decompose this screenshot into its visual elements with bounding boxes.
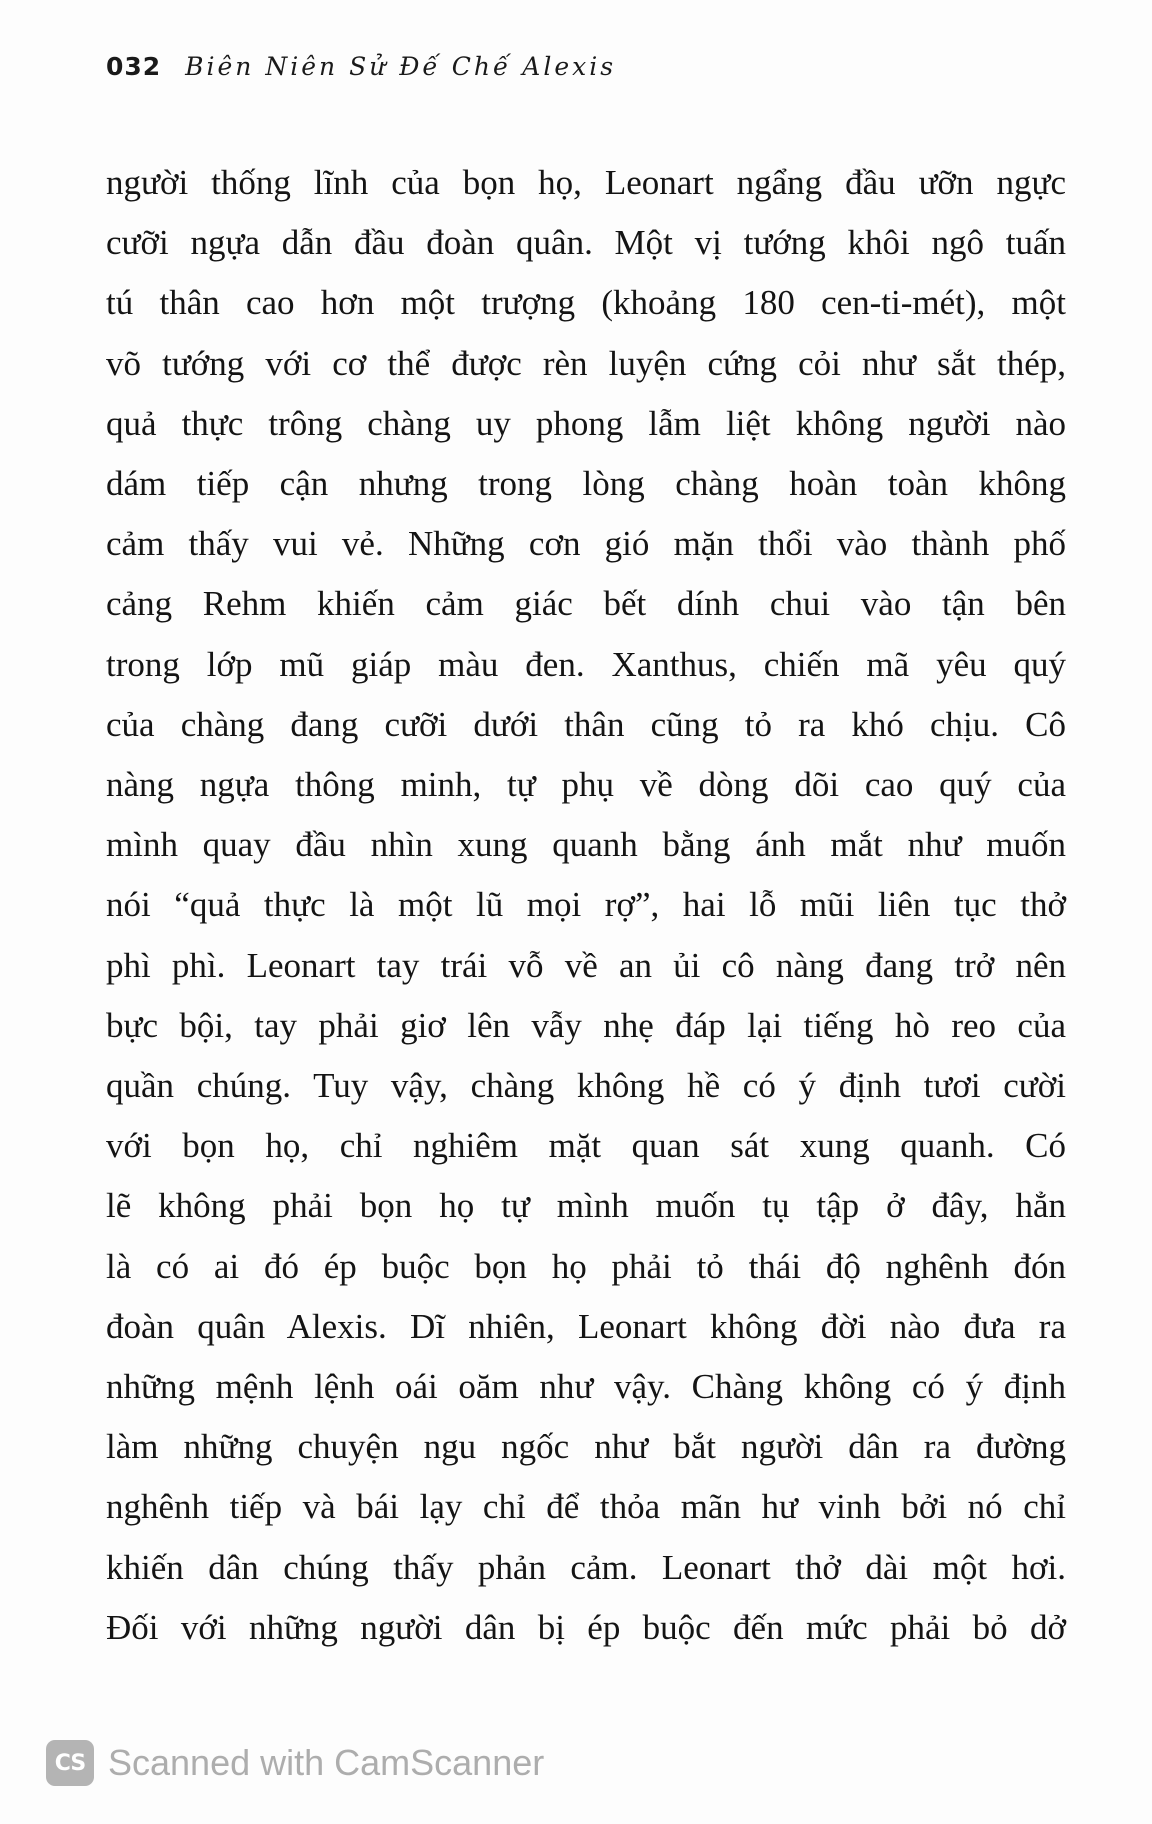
text-line: nói “quả thực là một lũ mọi rợ”, hai lỗ mũi liên tục thở [106, 885, 1066, 925]
text-line: Đối với những người dân bị ép buộc đến mức phải bỏ dở [106, 1607, 1066, 1647]
camscanner-logo-text: CS [54, 1750, 86, 1776]
text-line: đoàn quân Alexis. Dĩ nhiên, Leonart không đời nào đưa ra [106, 1306, 1066, 1346]
text-line: của chàng đang cưỡi dưới thân cũng tỏ ra khó chịu. Cô [106, 704, 1066, 744]
book-title: Biên Niên Sử Đế Chế Alexis [185, 52, 617, 81]
text-line: với bọn họ, chỉ nghiêm mặt quan sát xung quanh. Có [106, 1126, 1066, 1166]
text-line: những mệnh lệnh oái oăm như vậy. Chàng không có ý định [106, 1367, 1066, 1407]
text-line: lẽ không phải bọn họ tự mình muốn tụ tập ở đây, hẳn [106, 1186, 1066, 1226]
text-line: võ tướng với cơ thể được rèn luyện cứng cỏi như sắt thép, [106, 343, 1066, 383]
text-line: người thống lĩnh của bọn họ, Leonart ngẩng đầu ưỡn ngực [106, 163, 1066, 202]
text-line: làm những chuyện ngu ngốc như bắt người dân ra đường [106, 1427, 1066, 1467]
text-line: bực bội, tay phải giơ lên vẫy nhẹ đáp lại tiếng hò reo của [106, 1005, 1066, 1045]
body-paragraph [106, 153, 1066, 1658]
text-line: nàng ngựa thông minh, tự phụ về dòng dõi cao quý của [106, 765, 1066, 805]
camscanner-logo-icon [46, 1740, 94, 1786]
page-number: 032 [106, 52, 162, 81]
text-line: quần chúng. Tuy vậy, chàng không hề có ý định tươi cười [106, 1066, 1066, 1106]
running-header [106, 52, 616, 81]
text-line: cưỡi ngựa dẫn đầu đoàn quân. Một vị tướng khôi ngô tuấn [106, 223, 1066, 263]
text-line: mình quay đầu nhìn xung quanh bằng ánh mắt như muốn [106, 825, 1066, 865]
camscanner-watermark [46, 1735, 544, 1791]
text-line: dám tiếp cận nhưng trong lòng chàng hoàn toàn không [106, 464, 1066, 504]
text-line: cảng Rehm khiến cảm giác bết dính chui vào tận bên [106, 584, 1066, 624]
text-line: tú thân cao hơn một trượng (khoảng 180 cen-ti-mét), một [106, 283, 1066, 323]
text-line: trong lớp mũ giáp màu đen. Xanthus, chiến mã yêu quý [106, 644, 1066, 684]
text-line: cảm thấy vui vẻ. Những cơn gió mặn thổi vào thành phố [106, 524, 1066, 564]
text-line: khiến dân chúng thấy phản cảm. Leonart thở dài một hơi. [106, 1547, 1066, 1587]
text-line: là có ai đó ép buộc bọn họ phải tỏ thái độ nghênh đón [106, 1246, 1066, 1286]
text-line: nghênh tiếp và bái lạy chỉ để thỏa mãn hư vinh bởi nó chỉ [106, 1487, 1066, 1527]
text-line: quả thực trông chàng uy phong lẫm liệt không người nào [106, 403, 1066, 443]
watermark-text: Scanned with CamScanner [108, 1742, 545, 1783]
text-line: phì phì. Leonart tay trái vỗ về an ủi cô nàng đang trở nên [106, 945, 1066, 985]
